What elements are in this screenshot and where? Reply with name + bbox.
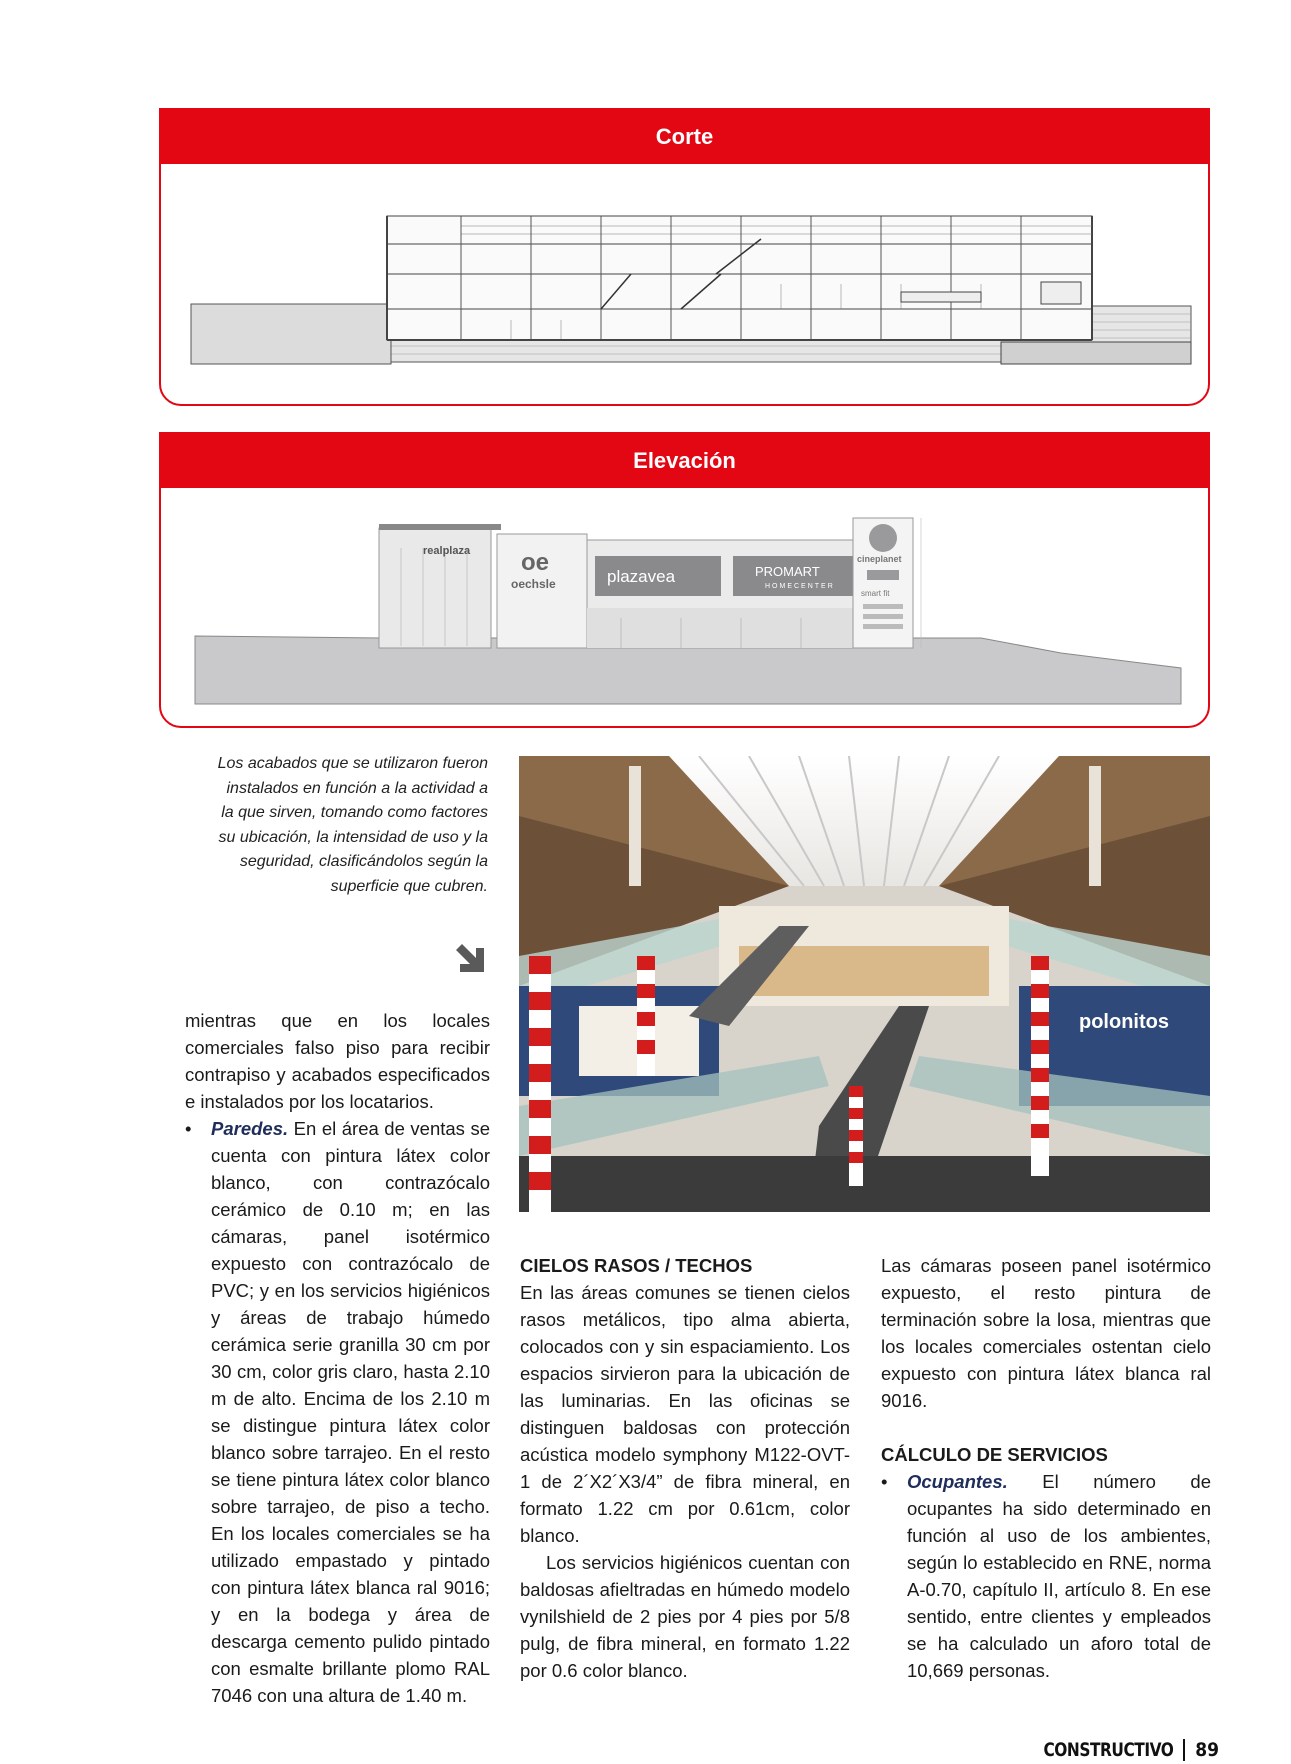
mall-interior-illustration — [519, 756, 1210, 1212]
spacer — [881, 1414, 1211, 1441]
sign-homecenter: HOMECENTER — [765, 583, 835, 590]
bullet-text: El número de ocupantes ha sido determinado en función al uso de los ambientes, según lo establecido en RNE, norma A-0.70, capítulo II, artículo 8. En ese sentido, entre clientes y empleados se ha calculado un aforo total de 10,669 personas. — [907, 1471, 1211, 1681]
mall-interior-photo — [519, 756, 1210, 1212]
text-column-2 — [520, 1252, 850, 1684]
section-drawing-svg — [161, 164, 1208, 406]
footer-divider — [1183, 1739, 1185, 1761]
text-column-1 — [185, 1007, 490, 1709]
paragraph: En las áreas comunes se tienen cielos rasos metálicos, tipo alma abierta, colocados con y sin espaciamiento. Los espacios sirvieron para la ubicación de las luminarias. En las oficinas se distinguen baldosas con protección acústica modelo symphony M122-OVT-1 de 2´X2´X3/4” de fibra mineral, en formato 1.22 cm por 0.61cm, color blanco. — [520, 1282, 850, 1546]
sign-realplaza: realplaza — [423, 545, 471, 557]
section-drawing — [161, 164, 1208, 406]
sign-promart: PROMART — [755, 564, 820, 579]
page-footer — [1029, 1736, 1219, 1764]
text-column-3 — [881, 1252, 1211, 1684]
panel-title: Elevación — [161, 434, 1208, 488]
bullet-paredes — [185, 1115, 490, 1709]
bullet-lead: Paredes. — [211, 1118, 289, 1139]
bullet-lead: Ocupantes. — [907, 1471, 1008, 1492]
section-heading: CÁLCULO DE SERVICIOS — [881, 1444, 1108, 1465]
elevation-drawing-svg — [161, 488, 1208, 728]
section-drawing-panel — [159, 108, 1210, 406]
paragraph: mientras que en los locales comerciales falso piso para recibir contrapiso y acabados especificados e instalados por los locatarios. — [185, 1010, 490, 1112]
caption: Los acabados que se utilizaron fueron instalados en función a la actividad a la que sirven, tomando como factores su ubicación, la intensidad de uso y la seguridad, clasificándolos según la superficie que cubren. — [217, 755, 488, 895]
elevation-drawing-panel — [159, 432, 1210, 728]
page-number: 89 — [1195, 1739, 1219, 1761]
bullet-text: En el área de ventas se cuenta con pintura látex color blanco, con contrazócalo cerámico de 0.10 m; en las cámaras, panel isotérmico expuesto con contrazócalo de PVC; y en los servicios higiénicos y áreas de trabajo húmedo cerámica serie granilla 30 cm por 30 cm, color gris claro, hasta 2.10 m de alto. Encima de los 2.10 m se distingue pintura látex color blanco sobre tarrajeo. En el resto se tiene pintura látex color blanco sobre tarrajeo, de piso a techo. En los locales comerciales se ha utilizado empastado y pintado con pintura látex blanca ral 9016; y en la bodega y área de descarga cemento pulido pintado con esmalte brillante plomo RAL 7046 con una altura de 1.40 m. — [211, 1118, 490, 1706]
bullet-ocupantes — [881, 1468, 1211, 1684]
magazine-name: CONSTRUCTIVO — [1043, 1739, 1174, 1761]
sign-smartfit: smart fit — [861, 589, 890, 598]
paragraph: Las cámaras poseen panel isotérmico expuesto, el resto pintura de terminación sobre la losa, mientras que los locales comerciales ostentan cielo expuesto con pintura látex blanca ral 9016. — [881, 1255, 1211, 1411]
store-sign: polonitos — [1079, 1011, 1169, 1033]
sign-cineplanet: cineplanet — [857, 554, 902, 564]
paragraph: Los servicios higiénicos cuentan con baldosas afieltradas en húmedo modelo vynilshield de 2 pies por 4 pies por 5/8 pulg, de fibra mineral, en formato 1.22 por 0.6 color blanco. — [520, 1552, 850, 1681]
panel-title: Corte — [161, 110, 1208, 164]
section-heading: CIELOS RASOS / TECHOS — [520, 1255, 753, 1276]
sign-oechsle: oechsle — [511, 577, 556, 591]
sign-plazavea: plazavea — [607, 567, 676, 586]
elevation-drawing — [161, 488, 1208, 728]
sign-oe: oe — [521, 549, 550, 576]
arrow-down-right-icon — [452, 940, 488, 976]
